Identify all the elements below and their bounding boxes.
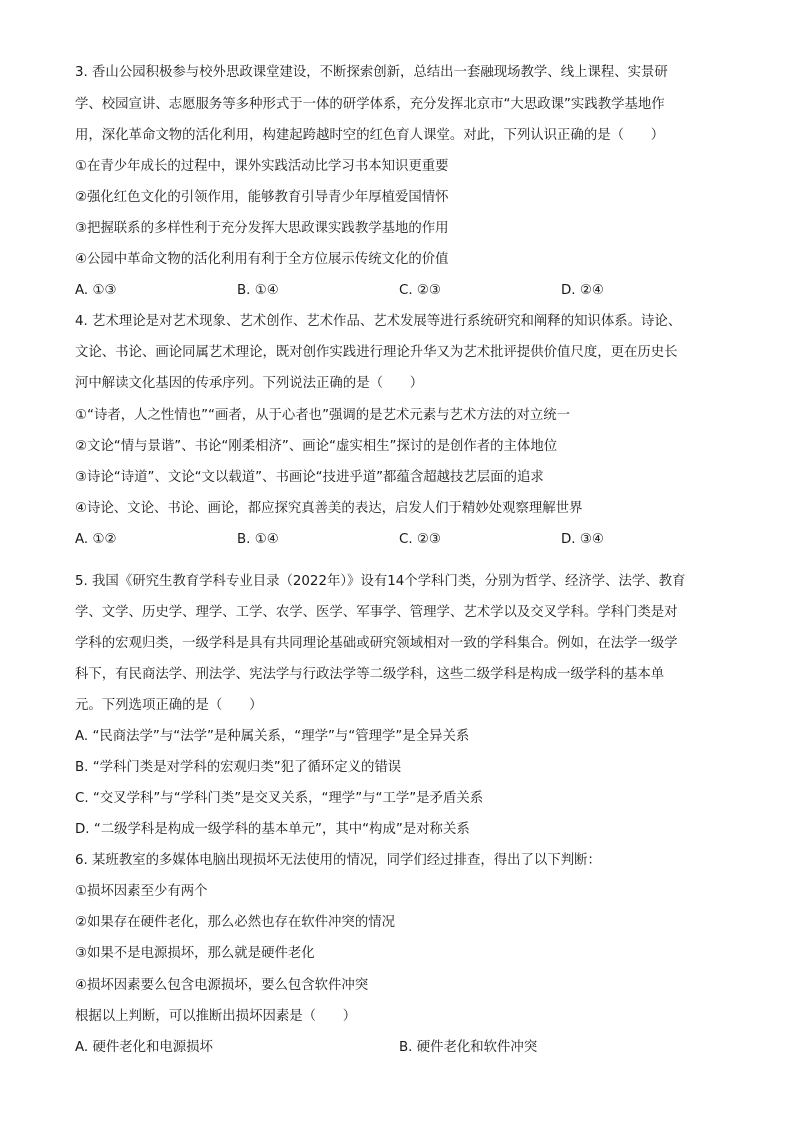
- question-3-line: 学、校园宣讲、志愿服务等多种形式于一体的研学体系，充分发挥北京市“大思政课”实践教学基地作: [75, 97, 665, 112]
- question-5-option-a[interactable]: A. “民商法学”与“法学”是种属关系，“理学”与“管理学”是全异关系: [75, 729, 470, 744]
- question-4-statement: ①“诗者，人之性情也”“画者，从于心者也”强调的是艺术元素与艺术方法的对立统一: [75, 408, 571, 423]
- question-4-statement: ②文论“情与景谐”、书论“刚柔相济”、画论“虚实相生”探讨的是创作者的主体地位: [75, 439, 558, 454]
- question-5-line: 科下，有民商法学、刑法学、宪法学与行政法学等二级学科，这些二级学科是构成一级学科的基本单: [75, 667, 665, 682]
- question-3-statement: ②强化红色文化的引领作用，能够教育引导青少年厚植爱国情怀: [75, 190, 449, 205]
- question-3-statement: ④公园中革命文物的活化利用有利于全方位展示传统文化的价值: [75, 252, 449, 267]
- question-3-line: 用，深化革命文物的活化利用，构建起跨越时空的红色育人课堂。对此，下列认识正确的是（ ）: [75, 128, 665, 143]
- question-5-option-d[interactable]: D. “二级学科是构成一级学科的基本单元”，其中“构成”是对称关系: [75, 822, 470, 837]
- question-6-prompt: 根据以上判断，可以推断出损坏因素是（ ）: [75, 1009, 357, 1024]
- question-4-line: 4. 艺术理论是对艺术现象、艺术创作、艺术作品、艺术发展等进行系统研究和阐释的知识体系。诗论、: [75, 314, 682, 329]
- question-4-option-d[interactable]: D. ③④: [561, 532, 604, 547]
- question-6-statement: ②如果存在硬件老化，那么必然也存在软件冲突的情况: [75, 915, 395, 930]
- question-5-line: 学科的宏观归类，一级学科是具有共同理论基础或研究领域相对一致的学科集合。例如，在法学一级学: [75, 636, 678, 651]
- question-6-statement: ③如果不是电源损坏，那么就是硬件老化: [75, 946, 315, 961]
- question-6-statement: ④损坏因素要么包含电源损坏，要么包含软件冲突: [75, 978, 369, 993]
- question-4-statement: ③诗论“诗道”、文论“文以载道”、书画论“技进乎道”都蕴含超越技艺层面的追求: [75, 470, 544, 485]
- question-5-line: 5. 我国《研究生教育学科专业目录（2022年）》设有14个学科门类，分别为哲学、经济学、法学、教育: [75, 574, 686, 589]
- question-4-option-c[interactable]: C. ②③: [399, 532, 441, 547]
- question-3-statement: ③把握联系的多样性利于充分发挥大思政课实践教学基地的作用: [75, 221, 449, 236]
- question-3-statement: ①在青少年成长的过程中，课外实践活动比学习书本知识更重要: [75, 159, 449, 174]
- question-3-option-d[interactable]: D. ②④: [561, 283, 604, 298]
- question-4-line: 河中解读文化基因的传承序列。下列说法正确的是（ ）: [75, 376, 424, 391]
- question-4-statement: ④诗论、文论、书论、画论，都应探究真善美的表达，启发人们于精妙处观察理解世界: [75, 501, 583, 516]
- question-3-option-c[interactable]: C. ②③: [399, 283, 441, 298]
- question-3-line: 3. 香山公园积极参与校外思政课堂建设，不断探索创新，总结出一套融现场教学、线上课程、实景研: [75, 65, 668, 80]
- question-3-option-a[interactable]: A. ①③: [75, 283, 117, 298]
- question-4-option-b[interactable]: B. ①④: [237, 532, 279, 547]
- question-5-line: 学、文学、历史学、理学、工学、农学、医学、军事学、管理学、艺术学以及交叉学科。学科门类是对: [75, 605, 678, 620]
- question-6-line: 6. 某班教室的多媒体电脑出现损坏无法使用的情况，同学们经过排查，得出了以下判断：: [75, 853, 601, 868]
- question-4-line: 文论、书论、画论同属艺术理论，既对创作实践进行理论升华又为艺术批评提供价值尺度，更在历史长: [75, 345, 678, 360]
- question-4-option-a[interactable]: A. ①②: [75, 532, 117, 547]
- question-5-line: 元。下列选项正确的是（ ）: [75, 698, 263, 713]
- question-6-option-a[interactable]: A. 硬件老化和电源损坏: [75, 1040, 213, 1055]
- question-6-statement: ①损坏因素至少有两个: [75, 884, 208, 899]
- question-3-option-b[interactable]: B. ①④: [237, 283, 279, 298]
- question-5-option-b[interactable]: B. “学科门类是对学科的宏观归类”犯了循环定义的错误: [75, 760, 402, 775]
- question-6-option-b[interactable]: B. 硬件老化和软件冲突: [399, 1040, 538, 1055]
- question-5-option-c[interactable]: C. “交叉学科”与“学科门类”是交叉关系，“理学”与“工学”是矛盾关系: [75, 791, 484, 806]
